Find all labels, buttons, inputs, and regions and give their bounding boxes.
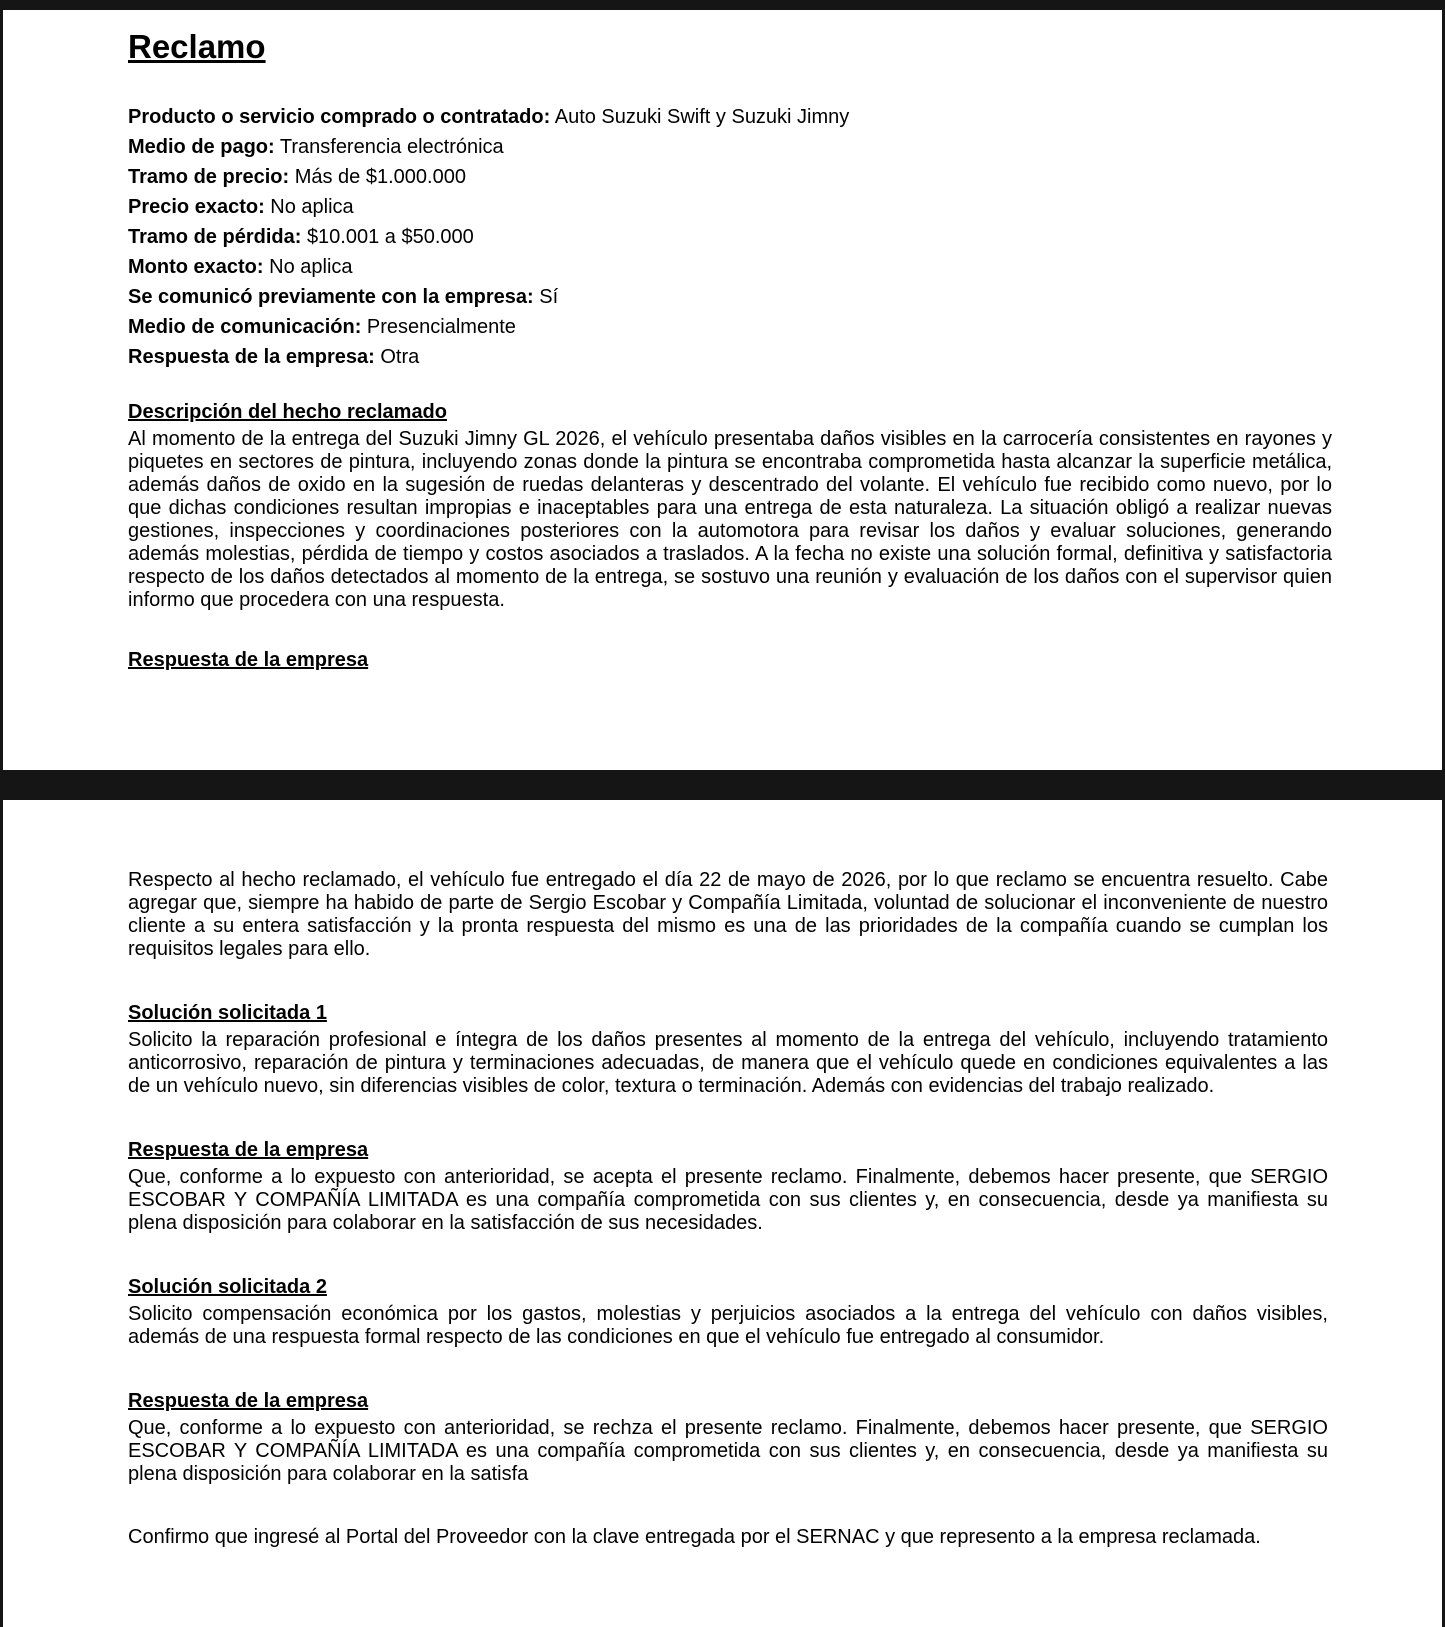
company-response-section xyxy=(128,648,1332,672)
field-value: Presencialmente xyxy=(366,315,516,338)
document-page-1 xyxy=(3,10,1442,770)
description-heading: Descripción del hecho reclamado xyxy=(128,400,447,423)
field-loss-range xyxy=(128,222,1332,252)
field-value: Sí xyxy=(539,285,559,308)
solution-1-heading: Solución solicitada 1 xyxy=(128,1002,327,1024)
page-2-content xyxy=(128,869,1328,1589)
response-1-section xyxy=(128,1138,1328,1235)
solution-2-heading: Solución solicitada 2 xyxy=(128,1276,327,1298)
field-label: Medio de comunicación: xyxy=(128,315,362,338)
response-2-text: Que, conforme a lo expuesto con anterioridad, se rechza el presente reclamo. Finalmente, debemos hacer presente, que SERGIO ESCOBAR Y COMPAÑÍA LIMITADA es una compañía comprometida con sus clientes y, en consecuencia, desde ya manifiesta su plena disposición para colaborar en la satisfa xyxy=(128,1417,1328,1485)
field-company-response xyxy=(128,342,1332,372)
field-prior-contact xyxy=(128,282,1332,312)
response-2-heading: Respuesta de la empresa xyxy=(128,1390,369,1412)
field-label: Tramo de precio: xyxy=(128,165,290,188)
field-value: Más de $1.000.000 xyxy=(294,165,466,188)
company-response-text: Respecto al hecho reclamado, el vehículo fue entregado el día 22 de mayo de 2026, por lo que reclamo se encuentra resuelto. Cabe agregar que, siempre ha habido de parte de Sergio Escobar y Compañía Limitada, voluntad de solucionar el inconveniente de nuestro cliente a su entera satisfacción y la pronta respuesta del mismo es una de las prioridades de la compañía cuando se cumplan los requisitos legales para ello. xyxy=(128,869,1328,960)
field-value: No aplica xyxy=(270,195,354,218)
confirmation-section xyxy=(128,1526,1328,1549)
field-payment-method xyxy=(128,132,1332,162)
claim-fields xyxy=(128,102,1332,372)
field-label: Se comunicó previamente con la empresa: xyxy=(128,285,534,308)
solution-2-text: Solicito compensación económica por los gastos, molestias y perjuicios asociados a la entrega del vehículo con daños visibles, además de una respuesta formal respecto de las condiciones en que el vehículo fue entregado al consumidor. xyxy=(128,1303,1328,1348)
company-response-continued xyxy=(128,869,1328,961)
page-1-content xyxy=(128,28,1332,708)
company-response-heading: Respuesta de la empresa xyxy=(128,648,369,671)
field-label: Precio exacto: xyxy=(128,195,265,218)
field-label: Monto exacto: xyxy=(128,255,264,278)
description-section xyxy=(128,400,1332,612)
field-label: Tramo de pérdida: xyxy=(128,225,302,248)
field-exact-price xyxy=(128,192,1332,222)
field-value: Auto Suzuki Swift y Suzuki Jimny xyxy=(554,105,850,128)
field-product xyxy=(128,102,1332,132)
document-page-2 xyxy=(3,800,1442,1627)
response-1-heading: Respuesta de la empresa xyxy=(128,1139,369,1161)
field-contact-method xyxy=(128,312,1332,342)
solution-2-section xyxy=(128,1275,1328,1349)
solution-1-section xyxy=(128,1001,1328,1098)
field-value: Otra xyxy=(380,345,420,368)
field-label: Producto o servicio comprado o contratado: xyxy=(128,105,551,128)
document-title: Reclamo xyxy=(128,28,266,65)
field-exact-amount xyxy=(128,252,1332,282)
solution-1-text: Solicito la reparación profesional e íntegra de los daños presentes al momento de la entrega del vehículo, incluyendo tratamiento anticorrosivo, reparación de pintura y terminaciones adecuadas, de manera que el vehículo quede en condiciones equivalentes a las de un vehículo nuevo, sin diferencias visibles de color, textura o terminación. Además con evidencias del trabajo realizado. xyxy=(128,1029,1328,1097)
field-value: Transferencia electrónica xyxy=(279,135,504,158)
field-value: $10.001 a $50.000 xyxy=(306,225,474,248)
response-2-section xyxy=(128,1389,1328,1486)
field-price-range xyxy=(128,162,1332,192)
field-label: Respuesta de la empresa: xyxy=(128,345,375,368)
field-label: Medio de pago: xyxy=(128,135,275,158)
confirmation-text: Confirmo que ingresé al Portal del Proveedor con la clave entregada por el SERNAC y que represento a la empresa reclamada. xyxy=(128,1526,1261,1548)
response-1-text: Que, conforme a lo expuesto con anterioridad, se acepta el presente reclamo. Finalmente, debemos hacer presente, que SERGIO ESCOBAR Y COMPAÑÍA LIMITADA es una compañía comprometida con sus clientes y, en consecuencia, desde ya manifiesta su plena disposición para colaborar en la satisfacción de sus necesidades. xyxy=(128,1166,1328,1234)
description-text: Al momento de la entrega del Suzuki Jimny GL 2026, el vehículo presentaba daños visibles en la carrocería consistentes en rayones y piquetes en sectores de pintura, incluyendo zonas donde la pintura se encontraba comprometida hasta alcanzar la superficie metálica, además daños de oxido en la sugesión de ruedas delanteras y descentrado del volante. El vehículo fue recibido como nuevo, por lo que dichas condiciones resultan impropias e inaceptables para una entrega de esta naturaleza. La situación obligó a realizar nuevas gestiones, inspecciones y coordinaciones posteriores con la automotora para revisar los daños y evaluar soluciones, generando además molestias, pérdida de tiempo y costos asociados a traslados. A la fecha no existe una solución formal, definitiva y satisfactoria respecto de los daños detectados al momento de la entrega, se sostuvo una reunión y evaluación de los daños con el supervisor quien informo que procedera con una respuesta. xyxy=(128,427,1332,611)
field-value: No aplica xyxy=(269,255,353,278)
